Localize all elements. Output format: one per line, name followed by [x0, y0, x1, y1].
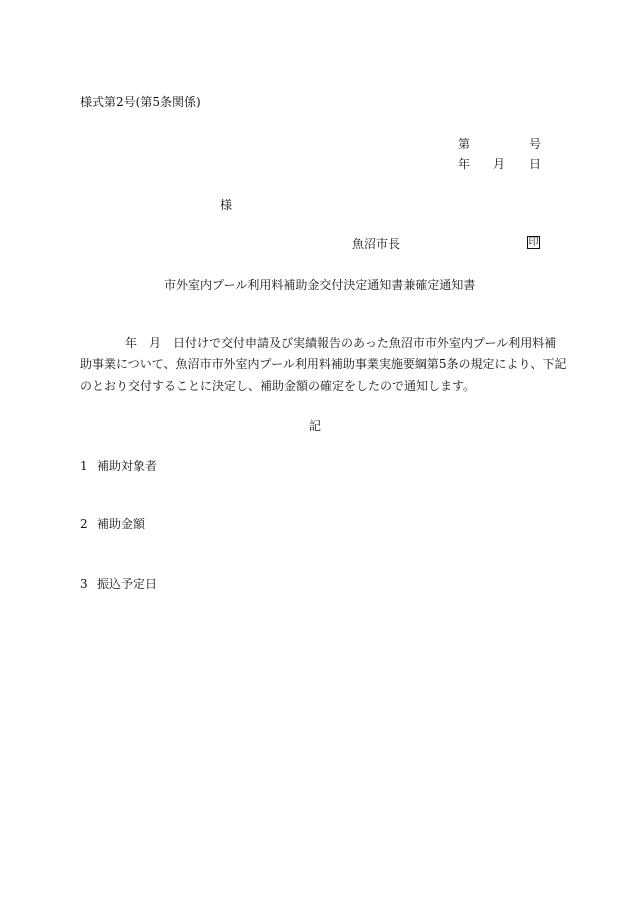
date-month-label: 月	[493, 157, 506, 171]
list-item-number: 3	[80, 577, 88, 591]
list-item-label: 振込予定日	[97, 577, 158, 591]
addressee-honorific: 様	[220, 198, 233, 212]
list-item-label: 補助金額	[97, 517, 146, 531]
issuer-title: 魚沼市長	[352, 237, 401, 251]
body-paragraph-line-2: 助事業について、魚沼市市外室内プール利用料補助事業実施要綱第5条の規定により、下記	[80, 357, 567, 371]
body-paragraph-line-1	[80, 337, 556, 349]
body-line-1-text: 年 月 日付けで交付申請及び実績報告のあった魚沼市市外室内プール利用料補	[125, 336, 557, 350]
list-item	[80, 518, 145, 530]
form-number: 様式第2号(第5条関係)	[80, 95, 201, 109]
date-year-label: 年	[458, 157, 471, 171]
list-item	[80, 460, 157, 472]
list-item-number: 2	[80, 517, 88, 531]
document-number-suffix: 号	[529, 137, 542, 151]
list-item-number: 1	[80, 459, 88, 473]
document-title: 市外室内プール利用料補助金交付決定通知書兼確定通知書	[164, 278, 476, 292]
body-paragraph-line-3: のとおり交付することに決定し、補助金額の確定をしたので通知します。	[80, 379, 476, 393]
seal-icon: 印	[528, 237, 539, 248]
list-item-label: 補助対象者	[97, 459, 158, 473]
ki-heading: 記	[309, 419, 322, 433]
list-item	[80, 578, 157, 590]
document-number-prefix: 第	[458, 137, 471, 151]
date-day-label: 日	[529, 157, 542, 171]
